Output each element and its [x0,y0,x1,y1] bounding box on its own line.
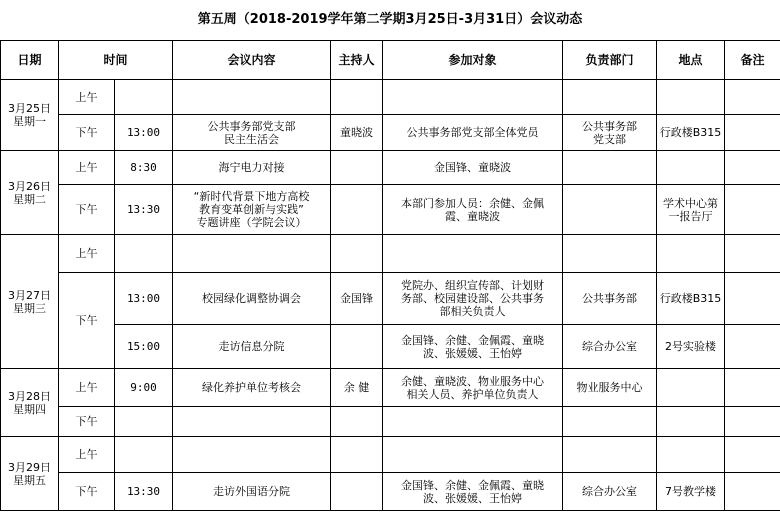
header-notes: 备注 [725,41,780,80]
date-cell: 3月28日 星期四 [1,369,59,437]
page-title: 第五周（2018-2019学年第二学期3月25日-3月31日）会议动态 [197,12,583,27]
table-row [1,273,780,325]
content-cell: 海宁电力对接 [173,151,331,185]
time-cell: 13:30 [115,473,173,511]
time-cell: 13:00 [115,115,173,151]
location-cell: 学术中心第 一报告厅 [657,185,725,235]
attendees-cell: 本部门参加人员：余健、金佩 霞、童晓波 [383,185,563,235]
table-row [1,473,780,511]
table-row [1,407,780,437]
schedule-table [0,40,780,511]
location-cell: 行政楼B315 [657,115,725,151]
content-cell: 校园绿化调整协调会 [173,273,331,325]
table-row [1,235,780,273]
table-row [1,115,780,151]
period-cell: 上午 [59,151,115,185]
header-row [1,41,780,80]
time-cell: 13:30 [115,185,173,235]
table-row [1,325,780,369]
date-cell: 3月29日 星期五 [1,437,59,511]
attendees-cell: 金国锋、余健、金佩霞、童晓 波、张媛媛、王怡婷 [383,473,563,511]
period-cell: 上午 [59,437,115,473]
period-cell: 下午 [59,185,115,235]
header-attendees: 参加对象 [383,41,563,80]
host-cell: 余 健 [331,369,383,407]
time-cell: 13:00 [115,273,173,325]
date-cell: 3月26日 星期二 [1,151,59,235]
content-cell: “新时代背景下地方高校 教育变革创新与实践” 专题讲座（学院会议） [173,185,331,235]
content-cell: 绿化养护单位考核会 [173,369,331,407]
period-cell: 上午 [59,369,115,407]
attendees-cell: 余健、童晓波、物业服务中心 相关人员、养护单位负责人 [383,369,563,407]
header-location: 地点 [657,41,725,80]
period-cell: 下午 [59,407,115,437]
department-cell: 物业服务中心 [563,369,657,407]
header-department: 负责部门 [563,41,657,80]
date-cell: 3月25日 星期一 [1,80,59,151]
table-row [1,185,780,235]
period-cell: 下午 [59,115,115,151]
header-host: 主持人 [331,41,383,80]
header-time: 时间 [59,41,173,80]
department-cell: 公共事务部 党支部 [563,115,657,151]
table-row [1,437,780,473]
period-cell: 上午 [59,235,115,273]
content-cell: 公共事务部党支部 民主生活会 [173,115,331,151]
location-cell: 2号实验楼 [657,325,725,369]
time-cell: 9:00 [115,369,173,407]
period-cell: 下午 [59,473,115,511]
header-date: 日期 [1,41,59,80]
period-cell: 下午 [59,273,115,369]
department-cell: 综合办公室 [563,325,657,369]
location-cell: 7号教学楼 [657,473,725,511]
time-cell: 8:30 [115,151,173,185]
location-cell: 行政楼B315 [657,273,725,325]
department-cell: 公共事务部 [563,273,657,325]
date-cell: 3月27日 星期三 [1,235,59,369]
host-cell: 童晓波 [331,115,383,151]
host-cell: 金国锋 [331,273,383,325]
header-content: 会议内容 [173,41,331,80]
attendees-cell: 党院办、组织宣传部、计划财 务部、校园建设部、公共事务 部相关负责人 [383,273,563,325]
department-cell: 综合办公室 [563,473,657,511]
attendees-cell: 公共事务部党支部全体党员 [383,115,563,151]
attendees-cell: 金国锋、余健、金佩霞、童晓 波、张媛媛、王怡婷 [383,325,563,369]
content-cell: 走访信息分院 [173,325,331,369]
table-row [1,151,780,185]
table-row [1,369,780,407]
time-cell: 15:00 [115,325,173,369]
content-cell: 走访外国语分院 [173,473,331,511]
attendees-cell: 金国锋、童晓波 [383,151,563,185]
period-cell: 上午 [59,80,115,115]
table-row [1,80,780,115]
